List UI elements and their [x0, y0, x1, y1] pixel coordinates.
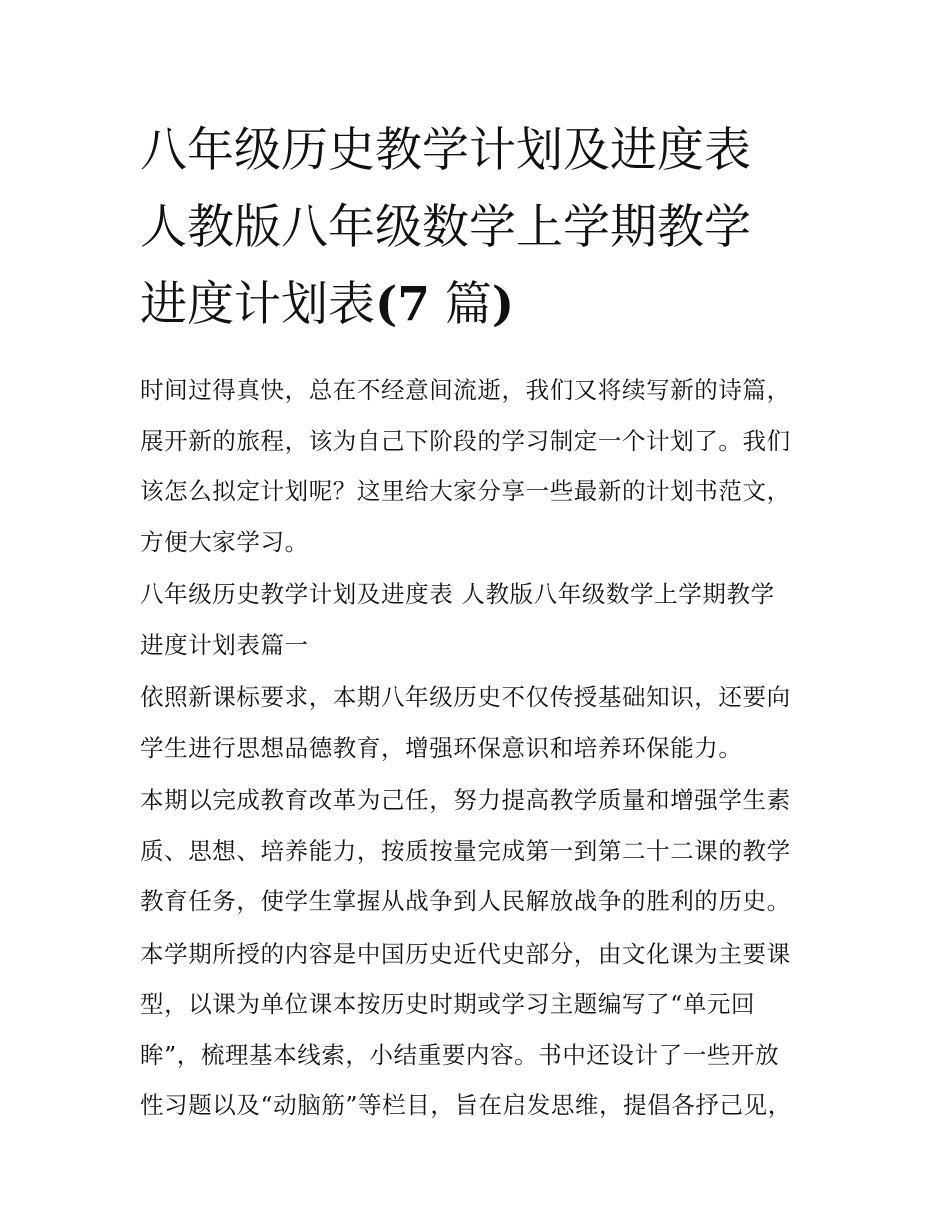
title-line-3-tail: 篇	[429, 277, 492, 332]
title-line-3-close: )	[491, 277, 515, 332]
paragraph-3-line-4: 性习题以及“动脑筋”等栏目，旨在启发思维，提倡各抒己见，	[140, 1091, 792, 1119]
document-content	[140, 112, 820, 1131]
intro-line-1: 时间过得真快，总在不经意间流逝，我们又将续写新的诗篇，	[140, 376, 791, 404]
section-heading	[140, 569, 820, 670]
title-line-3-number: (7	[375, 277, 430, 332]
title-line-1: 八年级历史教学计划及进度表	[140, 123, 751, 178]
paragraph-1-line-1: 依照新课标要求，本期八年级历史不仅传授基础知识，还要向	[140, 683, 791, 711]
intro-line-4: 方便大家学习。	[140, 527, 309, 556]
section-heading-line-1: 八年级历史教学计划及进度表 人教版八年级数学上学期教学	[140, 580, 775, 608]
intro-line-3: 该怎么拟定计划呢？这里给大家分享一些最新的计划书范文，	[140, 477, 791, 505]
intro-paragraph	[140, 365, 820, 567]
title-line-3: 进度计划表	[140, 277, 375, 332]
paragraph-3-line-3: 眸”，梳理基本线索，小结重要内容。书中还设计了一些开放	[140, 1040, 780, 1069]
intro-line-2: 展开新的旅程，该为自己下阶段的学习制定一个计划了。我们	[140, 426, 791, 455]
paragraph-2-line-2: 质、思想、培养能力，按质按量完成第一到第二十二课的教学	[140, 836, 791, 865]
section-heading-line-2: 进度计划表篇一	[140, 630, 309, 659]
document-title	[140, 112, 820, 343]
paragraph-3	[140, 929, 820, 1131]
paragraph-1	[140, 672, 820, 773]
title-line-2: 人教版八年级数学上学期教学	[140, 200, 751, 255]
paragraph-3-line-1: 本学期所授的内容是中国历史近代史部分，由文化课为主要课	[140, 939, 791, 968]
paragraph-2	[140, 775, 820, 927]
paragraph-2-line-1: 本期以完成教育改革为己任，努力提高教学质量和增强学生素	[140, 786, 791, 814]
paragraph-1-line-2: 学生进行思想品德教育，增强环保意识和培养环保能力。	[140, 733, 743, 762]
paragraph-2-line-3: 教育任务，使学生掌握从战争到人民解放战争的胜利的历史。	[140, 887, 791, 915]
paragraph-3-line-2: 型，以课为单位课本按历史时期或学习主题编写了“单元回	[140, 990, 756, 1018]
